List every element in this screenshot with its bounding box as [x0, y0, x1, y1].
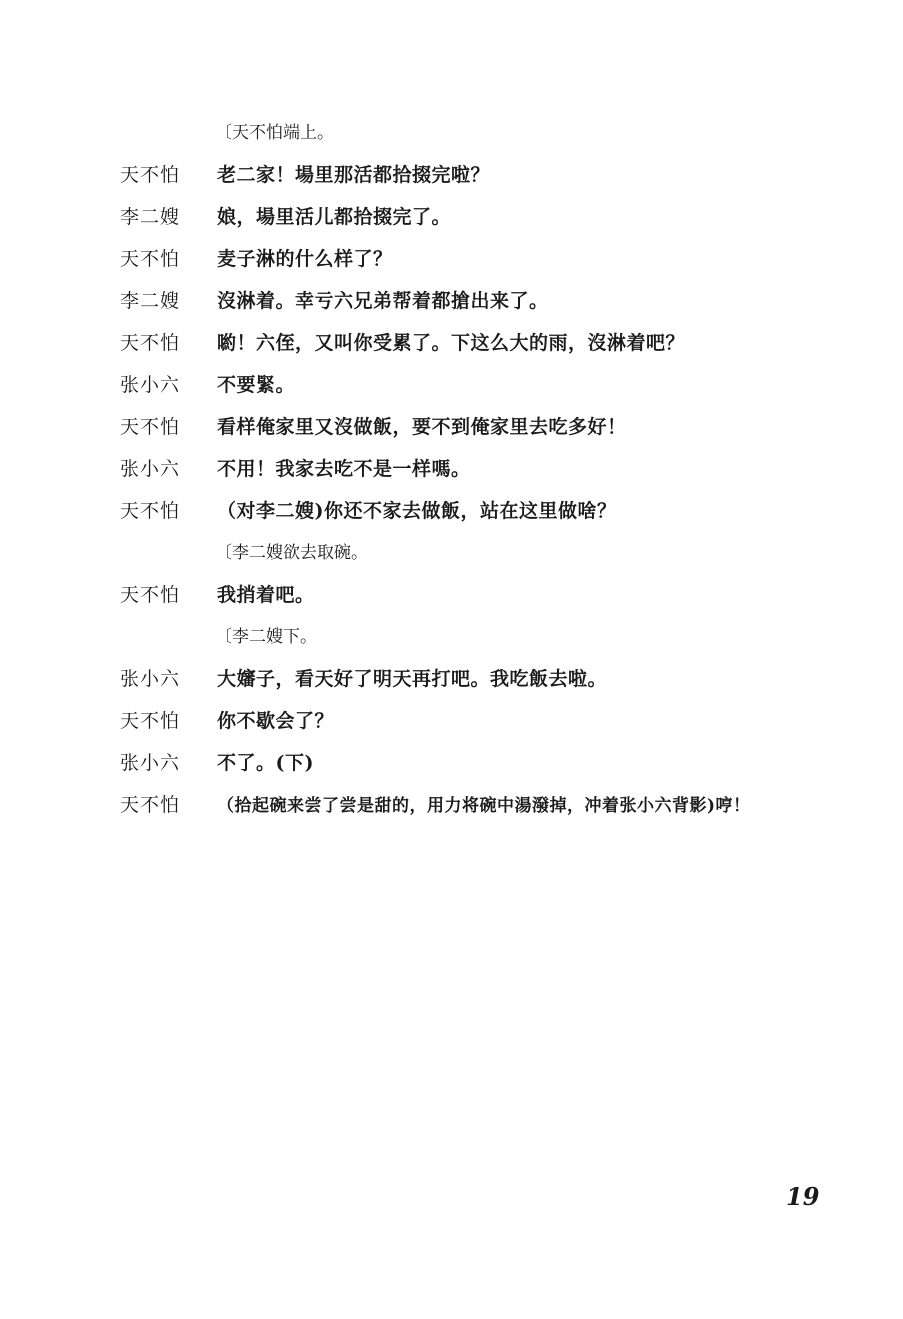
- speaker-name: 张小六: [120, 458, 181, 480]
- page-number: 19: [786, 1182, 820, 1211]
- speaker-name: 天不怕: [120, 416, 181, 438]
- speaker-name: 天不怕: [120, 332, 181, 354]
- speech-text: 娘，場里活儿都拾掇完了。: [217, 206, 452, 228]
- speaker-name: 天不怕: [120, 710, 181, 732]
- dialogue-line: [120, 700, 860, 742]
- speech-text: 不要緊。: [217, 374, 296, 396]
- speaker-name: 天不怕: [120, 584, 181, 606]
- dialogue-line: [120, 322, 860, 364]
- dialogue-line: [120, 154, 860, 196]
- speech-text: 不用！我家去吃不是一样嗎。: [217, 458, 471, 480]
- dialogue-line: [120, 406, 860, 448]
- speaker-name: 天不怕: [120, 248, 181, 270]
- speaker-name: 张小六: [120, 668, 181, 690]
- speech-text: 你不歇会了？: [217, 710, 335, 732]
- dialogue-line: [120, 364, 860, 406]
- dialogue-line: [120, 658, 860, 700]
- speaker-name: 李二嫂: [120, 290, 181, 312]
- speaker-name: 天不怕: [120, 500, 181, 522]
- speech-text: 沒淋着。幸亏六兄弟帮着都搶出来了。: [217, 290, 549, 312]
- speech-text: 老二家！場里那活都拾掇完啦？: [217, 164, 491, 186]
- speaker-name: 张小六: [120, 374, 181, 396]
- dialogue-line: [120, 280, 860, 322]
- speech-text: 喲！六侄，又叫你受累了。下这么大的雨，沒淋着吧？: [217, 332, 686, 354]
- stage-direction-text: 〔天不怕端上。: [215, 123, 334, 143]
- speech-text: （对李二嫂)你还不家去做飯，站在这里做啥？: [217, 500, 617, 522]
- dialogue-line: [120, 196, 860, 238]
- stage-direction: [120, 112, 860, 154]
- dialogue-line: [120, 574, 860, 616]
- speaker-name: 李二嫂: [120, 206, 181, 228]
- dialogue-line: [120, 448, 860, 490]
- dialogue-line: [120, 490, 860, 532]
- script-body: [120, 112, 860, 826]
- speaker-name: 天不怕: [120, 164, 181, 186]
- speaker-name: 张小六: [120, 752, 181, 774]
- speech-text: 不了。(下): [217, 752, 314, 774]
- dialogue-line: [120, 784, 860, 826]
- speech-text: 我捎着吧。: [217, 584, 315, 606]
- stage-direction: [120, 532, 860, 574]
- speech-text: 大嬸子，看天好了明天再打吧。我吃飯去啦。: [217, 668, 608, 690]
- speaker-name: 天不怕: [120, 794, 181, 816]
- dialogue-line: [120, 238, 860, 280]
- stage-direction-text: 〔李二嫂欲去取碗。: [215, 543, 368, 563]
- dialogue-line: [120, 742, 860, 784]
- speech-text: 麦子淋的什么样了？: [217, 248, 393, 270]
- stage-direction-text: 〔李二嫂下。: [215, 627, 317, 647]
- speech-text: 看样俺家里又沒做飯，要不到俺家里去吃多好！: [217, 416, 627, 438]
- speech-text: （拾起碗来尝了尝是甜的，用力将碗中湯潑掉，冲着张小六背影)哼！: [217, 796, 751, 816]
- stage-direction: [120, 616, 860, 658]
